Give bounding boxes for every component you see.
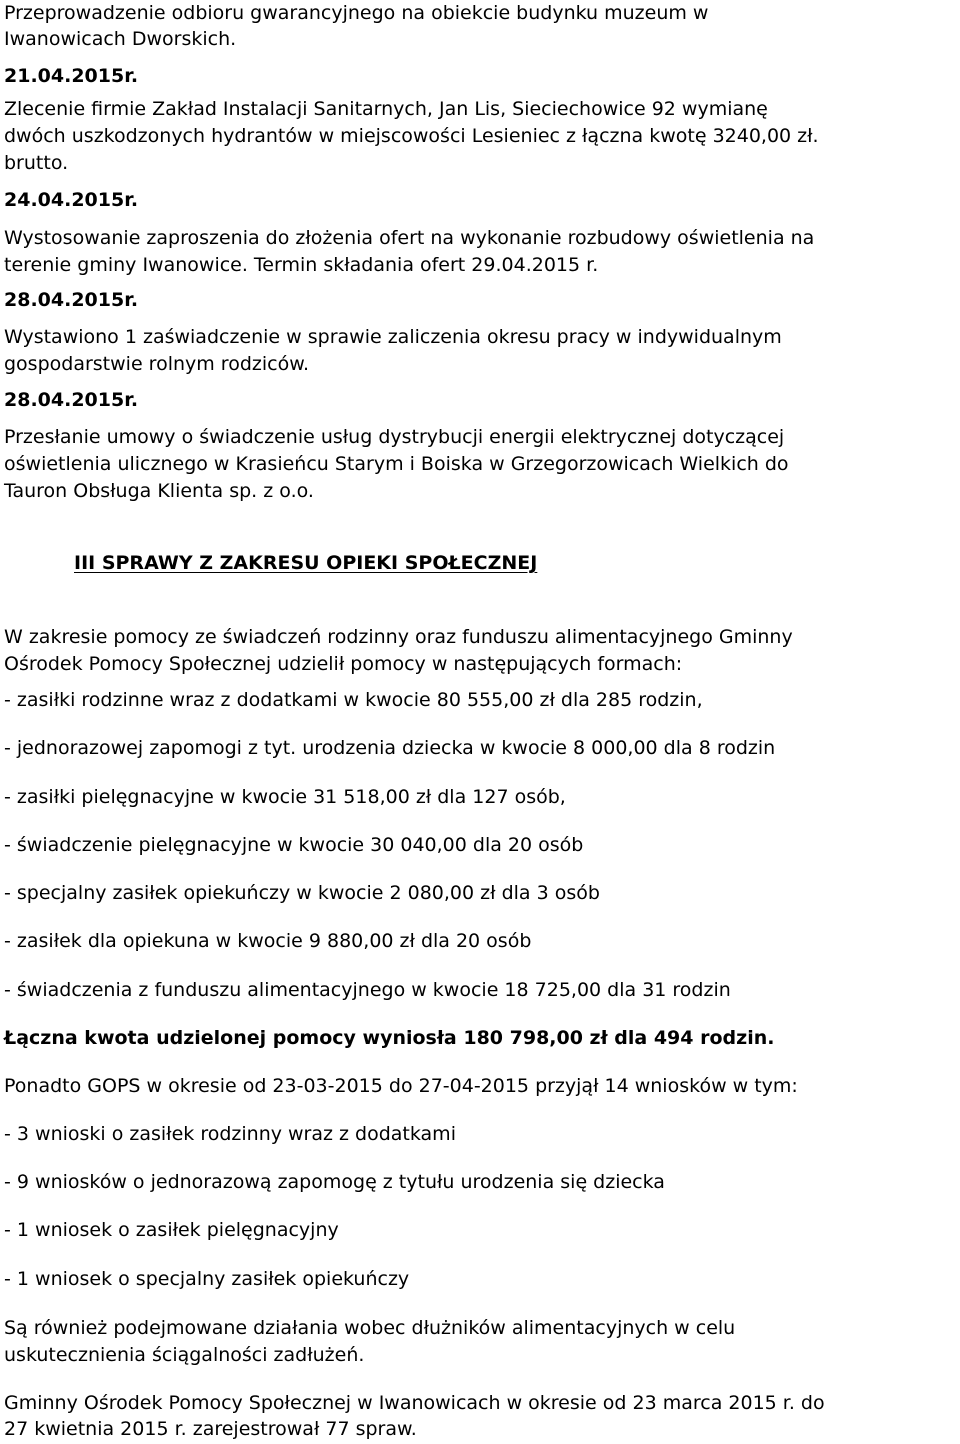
aid-item: - zasiłki pielęgnacyjne w kwocie 31 518,00 zł dla 127 osób, [4, 786, 566, 808]
aid-item: - specjalny zasiłek opiekuńczy w kwocie 2 080,00 zł dla 3 osób [4, 882, 600, 904]
entry-text-line: Tauron Obsługa Klienta sp. z o.o. [4, 480, 314, 502]
entry-text-line: Wystosowanie zaproszenia do złożenia ofert na wykonanie rozbudowy oświetlenia na [4, 227, 815, 249]
document-page [4, 0, 956, 1444]
aid-total: Łączna kwota udzielonej pomocy wyniosła 180 798,00 zł dla 494 rodzin. [4, 1027, 775, 1049]
entry-text-line: dwóch uszkodzonych hydrantów w miejscowości Lesieniec z łączna kwotę 3240,00 zł. [4, 125, 819, 147]
application-item: - 3 wnioski o zasiłek rodzinny wraz z dodatkami [4, 1123, 456, 1145]
entry-text-line: Iwanowicach Dworskich. [4, 28, 237, 50]
application-item: - 1 wniosek o specjalny zasiłek opiekuńczy [4, 1268, 410, 1290]
entry-text-line: oświetlenia ulicznego w Krasieńcu Starym i Boiska w Grzegorzowicach Wielkich do [4, 453, 789, 475]
section-intro-line: W zakresie pomocy ze świadczeń rodzinny oraz funduszu alimentacyjnego Gminny [4, 626, 793, 648]
applications-intro: Ponadto GOPS w okresie od 23-03-2015 do 27-04-2015 przyjął 14 wniosków w tym: [4, 1075, 798, 1097]
entry-date: 28.04.2015r. [4, 289, 139, 311]
entry-text-line: Zlecenie firmie Zakład Instalacji Sanitarnych, Jan Lis, Sieciechowice 92 wymianę [4, 98, 768, 120]
enforcement-line: Są również podejmowane działania wobec dłużników alimentacyjnych w celu [4, 1317, 736, 1339]
aid-item: - świadczenia z funduszu alimentacyjnego w kwocie 18 725,00 dla 31 rodzin [4, 979, 731, 1001]
entry-text-line: gospodarstwie rolnym rodziców. [4, 353, 310, 375]
aid-item: - zasiłki rodzinne wraz z dodatkami w kwocie 80 555,00 zł dla 285 rodzin, [4, 689, 703, 711]
entry-text-line: Przeprowadzenie odbioru gwarancyjnego na obiekcie budynku muzeum w [4, 2, 709, 24]
aid-item: - świadczenie pielęgnacyjne w kwocie 30 040,00 dla 20 osób [4, 834, 584, 856]
section-heading: III SPRAWY Z ZAKRESU OPIEKI SPOŁECZNEJ [74, 552, 538, 574]
aid-item: - jednorazowej zapomogi z tyt. urodzenia dziecka w kwocie 8 000,00 dla 8 rodzin [4, 737, 776, 759]
entry-text-line: Wystawiono 1 zaświadczenie w sprawie zaliczenia okresu pracy w indywidualnym [4, 326, 782, 348]
entry-date: 21.04.2015r. [4, 65, 139, 87]
closing-line: Gminny Ośrodek Pomocy Społecznej w Iwanowicach w okresie od 23 marca 2015 r. do [4, 1392, 825, 1414]
entry-text-line: terenie gminy Iwanowice. Termin składania ofert 29.04.2015 r. [4, 254, 599, 276]
closing-line: 27 kwietnia 2015 r. zarejestrował 77 spraw. [4, 1418, 417, 1440]
application-item: - 1 wniosek o zasiłek pielęgnacyjny [4, 1219, 339, 1241]
enforcement-line: uskutecznienia ściągalności zadłużeń. [4, 1344, 365, 1366]
entry-date: 28.04.2015r. [4, 389, 139, 411]
entry-date: 24.04.2015r. [4, 189, 139, 211]
entry-text-line: brutto. [4, 152, 69, 174]
application-item: - 9 wniosków o jednorazową zapomogę z tytułu urodzenia się dziecka [4, 1171, 665, 1193]
entry-text-line: Przesłanie umowy o świadczenie usług dystrybucji energii elektrycznej dotyczącej [4, 426, 785, 448]
section-intro-line: Ośrodek Pomocy Społecznej udzielił pomocy w następujących formach: [4, 653, 683, 675]
aid-item: - zasiłek dla opiekuna w kwocie 9 880,00 zł dla 20 osób [4, 930, 532, 952]
